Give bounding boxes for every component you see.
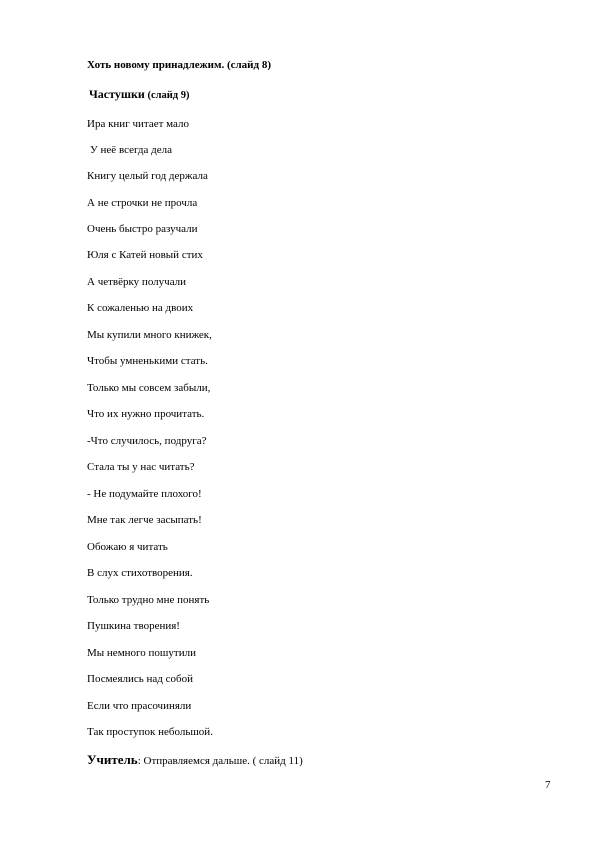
verse-line: Ира книг читает мало	[87, 118, 189, 130]
verse-line: Если что прасочиняли	[87, 700, 192, 712]
verse-line: Что их нужно прочитать.	[87, 408, 205, 420]
teacher-line	[87, 753, 303, 768]
verse-line: Стала ты у нас читать?	[87, 461, 195, 473]
verse-line: Юля с Катей новый стих	[87, 249, 203, 261]
heading-slide-ref: (слайд 9)	[144, 90, 190, 101]
verse-line: Чтобы умненькими стать.	[87, 355, 208, 367]
verse-line: Только мы совсем забыли,	[87, 382, 211, 394]
verse-line: У неё всегда дела	[90, 144, 173, 156]
heading-title: Частушки	[89, 87, 145, 101]
verse-line: К сожаленью на двоих	[87, 302, 194, 314]
verse-line: В слух стихотворения.	[87, 567, 193, 579]
verse-line: Только трудно мне понять	[87, 594, 210, 606]
verse-line: -Что случилось, подруга?	[87, 435, 207, 447]
teacher-label: Учитель	[87, 752, 138, 767]
verse-line: Мы купили много книжек,	[87, 329, 212, 341]
page-number: 7	[545, 779, 551, 791]
verse-line: Мне так легче засыпать!	[87, 514, 202, 526]
verse-line: А не строчки не прочла	[87, 197, 198, 209]
continuation-line: Хоть новому принадлежим. (слайд 8)	[87, 59, 271, 71]
teacher-text: : Отправляемся дальше. ( слайд 11)	[137, 755, 303, 767]
verse-line: Посмеялись над собой	[87, 673, 194, 685]
section-heading	[89, 87, 189, 103]
verse-line: Пушкина творения!	[87, 620, 180, 632]
verse-line: Очень быстро разучали	[87, 223, 198, 235]
verse-line: Мы немного пошутили	[87, 647, 196, 659]
verse-line: Обожаю я читать	[87, 541, 168, 553]
verse-line: Книгу целый год держала	[87, 170, 208, 182]
verse-line: - Не подумайте плохого!	[87, 488, 202, 500]
verse-line: Так проступок небольшой.	[87, 726, 213, 738]
verse-line: А четвёрку получали	[87, 276, 187, 288]
